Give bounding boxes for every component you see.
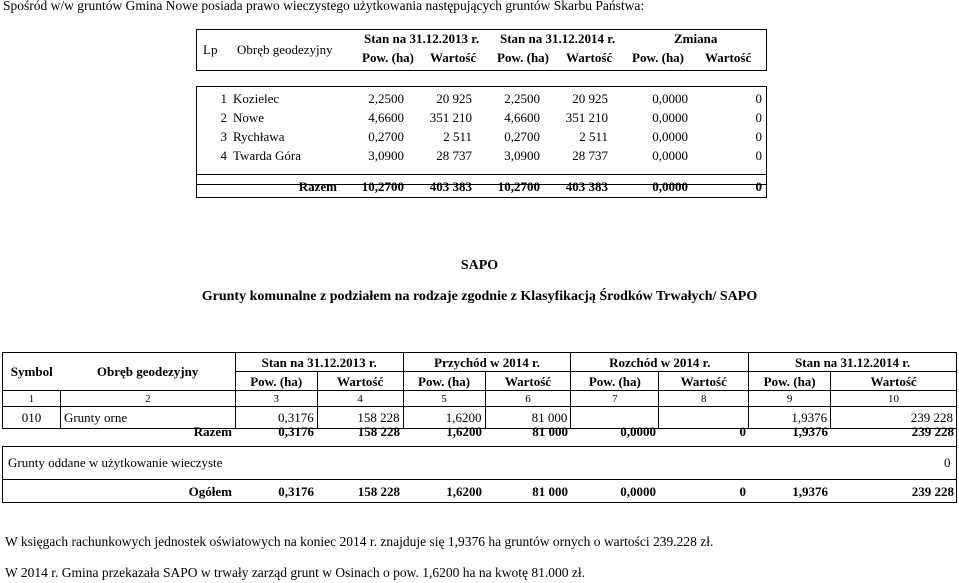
table2-razem-cell: 239 228 <box>911 424 954 439</box>
sapo-subtitle: Grunty komunalne z podziałem na rodzaje zgodnie z Klasyfikacją Środków Trwałych/ SAPO <box>201 289 758 304</box>
table2-ogolem-label: Ogółem <box>188 484 232 499</box>
table1-cell: 0,2700 <box>368 129 404 144</box>
table2-razem-cell: 0,0000 <box>620 424 656 439</box>
table2-ogolem-cell: 239 228 <box>911 484 954 499</box>
t1-sub-wartosc-1: Wartość <box>430 50 477 65</box>
t2-sub-wartosc: Wartość <box>831 372 957 391</box>
table2-cell: Grunty orne <box>60 407 235 429</box>
column-number: 8 <box>659 391 749 407</box>
t2-obreb-header: Obręb geodezyjny <box>60 353 235 391</box>
table2-razem-cell: 1,9376 <box>792 424 828 439</box>
table1-cell: 28 737 <box>572 148 608 163</box>
table-row <box>198 146 765 165</box>
table1-cell: 3 <box>220 129 227 144</box>
t2-sub-wartosc: Wartość <box>317 372 403 391</box>
sapo-title: SAPO <box>460 258 499 273</box>
table-row <box>198 127 765 146</box>
column-number: 2 <box>60 391 235 407</box>
table2-razem-row <box>2 422 957 441</box>
note-2: W 2014 r. Gmina przekazała SAPO w trwały zarząd grunt w Osinach o pow. 1,6200 ha na kwotę 81.000 zł. <box>5 565 585 580</box>
table1-cell: 20 925 <box>572 91 608 106</box>
table1-cell: 3,0900 <box>368 148 404 163</box>
table1-cell: 0,0000 <box>652 110 688 125</box>
table1-cell: 0,0000 <box>652 129 688 144</box>
table1-cell: 0,0000 <box>652 91 688 106</box>
table1-total-cell: 10,2700 <box>497 179 540 194</box>
column-number: 1 <box>3 391 61 407</box>
table2-cell: 158 228 <box>317 407 403 429</box>
column-number: 3 <box>235 391 317 407</box>
table1-cell: 4 <box>220 148 227 163</box>
intro-text: Spośród w/w gruntów Gmina Nowe posiada prawo wieczystego użytkowania następujących gruntów Skarbu Państwa: <box>3 0 645 13</box>
table2-cell: 0,3176 <box>235 407 317 429</box>
table2-cell: 1,6200 <box>403 407 485 429</box>
table1-total-cell: 0 <box>755 179 762 194</box>
table2-razem-cell: 0,3176 <box>278 424 314 439</box>
table1-cell: 0,0000 <box>652 148 688 163</box>
lp-header: Lp <box>203 42 218 57</box>
table1-cell: Kozielec <box>233 91 280 106</box>
table2-ogolem-cell: 0,3176 <box>278 484 314 499</box>
table1-cell: 4,6600 <box>504 110 540 125</box>
table1-cell: 351 210 <box>565 110 608 125</box>
table1-cell: 3,0900 <box>504 148 540 163</box>
table-row <box>198 108 765 127</box>
table1-total-cell: 10,2700 <box>361 179 404 194</box>
table1-cell: 2 511 <box>443 129 472 144</box>
t1-group-zmiana: Zmiana <box>674 31 718 46</box>
table2-razem-cell: 81 000 <box>532 424 568 439</box>
table2-oddane-value: 0 <box>944 455 951 470</box>
t1-sub-pow-2: Pow. (ha) <box>497 50 549 65</box>
column-number: 5 <box>403 391 485 407</box>
table1-cell: 2,2500 <box>504 91 540 106</box>
table2-oddane-label: Grunty oddane w użytkowanie wieczyste <box>8 455 223 470</box>
table2-ogolem-cell: 1,9376 <box>792 484 828 499</box>
t2-sub-pow: Pow. (ha) <box>749 372 831 391</box>
t1-sub-pow-1: Pow. (ha) <box>362 50 414 65</box>
table2-ogolem-cell: 81 000 <box>532 484 568 499</box>
table2-cell: 239 228 <box>831 407 957 429</box>
t2-sub-pow: Pow. (ha) <box>403 372 485 391</box>
table1-cell: 0 <box>755 129 762 144</box>
table2-cell: 1,9376 <box>749 407 831 429</box>
obreb-header: Obręb geodezyjny <box>237 42 333 57</box>
table2-razem-cell: 158 228 <box>357 424 400 439</box>
table1-cell: 20 925 <box>436 91 472 106</box>
table1-total <box>198 177 765 196</box>
table1-cell: Nowe <box>233 110 265 125</box>
table2-cell: 010 <box>3 407 61 429</box>
column-number: 6 <box>485 391 571 407</box>
t2-group-stan-2013: Stan na 31.12.2013 r. <box>235 353 403 372</box>
table1-cell: 2 <box>220 110 227 125</box>
table2-ogolem-cell: 1,6200 <box>446 484 482 499</box>
t1-sub-pow-3: Pow. (ha) <box>632 50 684 65</box>
t2-group-przychod: Przychód w 2014 r. <box>403 353 571 372</box>
table2-ogolem-cell: 0 <box>739 484 746 499</box>
table1-cell: Rychława <box>233 129 285 144</box>
table1-cell: 0,2700 <box>504 129 540 144</box>
table-row <box>198 89 765 108</box>
table1-total-cell: 403 383 <box>429 179 472 194</box>
column-number: 4 <box>317 391 403 407</box>
table1-cell: 0 <box>755 148 762 163</box>
table2-cell: 81 000 <box>485 407 571 429</box>
table1-cell: 2,2500 <box>368 91 404 106</box>
table1-total-cell: 0,0000 <box>652 179 688 194</box>
table2-ogolem-row <box>2 482 957 501</box>
t2-sub-wartosc: Wartość <box>485 372 571 391</box>
table2-razem-cell: 1,6200 <box>446 424 482 439</box>
symbol-header: Symbol <box>3 353 61 391</box>
t2-group-stan-2014: Stan na 31.12.2014 r. <box>749 353 957 372</box>
table1-total-cell: 403 383 <box>565 179 608 194</box>
table2-ogolem-cell: 158 228 <box>357 484 400 499</box>
t1-group-2013: Stan na 31.12.2013 r. <box>364 31 480 46</box>
table2-razem-label: Razem <box>193 424 232 439</box>
column-number: 10 <box>831 391 957 407</box>
table1-cell: 4,6600 <box>368 110 404 125</box>
table1-cell: 2 511 <box>579 129 608 144</box>
t2-sub-pow: Pow. (ha) <box>235 372 317 391</box>
table1-cell: Twarda Góra <box>233 148 302 163</box>
t2-sub-pow: Pow. (ha) <box>571 372 659 391</box>
table1-cell: 0 <box>755 110 762 125</box>
table1-cell: 28 737 <box>436 148 472 163</box>
table1-cell: 0 <box>755 91 762 106</box>
table1-total-label: Razem <box>298 179 337 194</box>
t1-sub-wartosc-2: Wartość <box>566 50 613 65</box>
t1-group-2014: Stan na 31.12.2014 r. <box>500 31 616 46</box>
table2-ogolem-cell: 0,0000 <box>620 484 656 499</box>
t2-sub-wartosc: Wartość <box>659 372 749 391</box>
note-1: W księgach rachunkowych jednostek oświatowych na koniec 2014 r. znajduje się 1,9376 ha gruntów ornych o wartości 239.228 zł. <box>5 534 714 549</box>
column-number: 9 <box>749 391 831 407</box>
table1-body <box>198 89 765 165</box>
column-number: 7 <box>571 391 659 407</box>
t2-group-rozchod: Rozchód w 2014 r. <box>571 353 749 372</box>
table1-cell: 351 210 <box>429 110 472 125</box>
table2-razem-cell: 0 <box>739 424 746 439</box>
t1-sub-wartosc-3: Wartość <box>705 50 752 65</box>
table1-cell: 1 <box>220 91 227 106</box>
